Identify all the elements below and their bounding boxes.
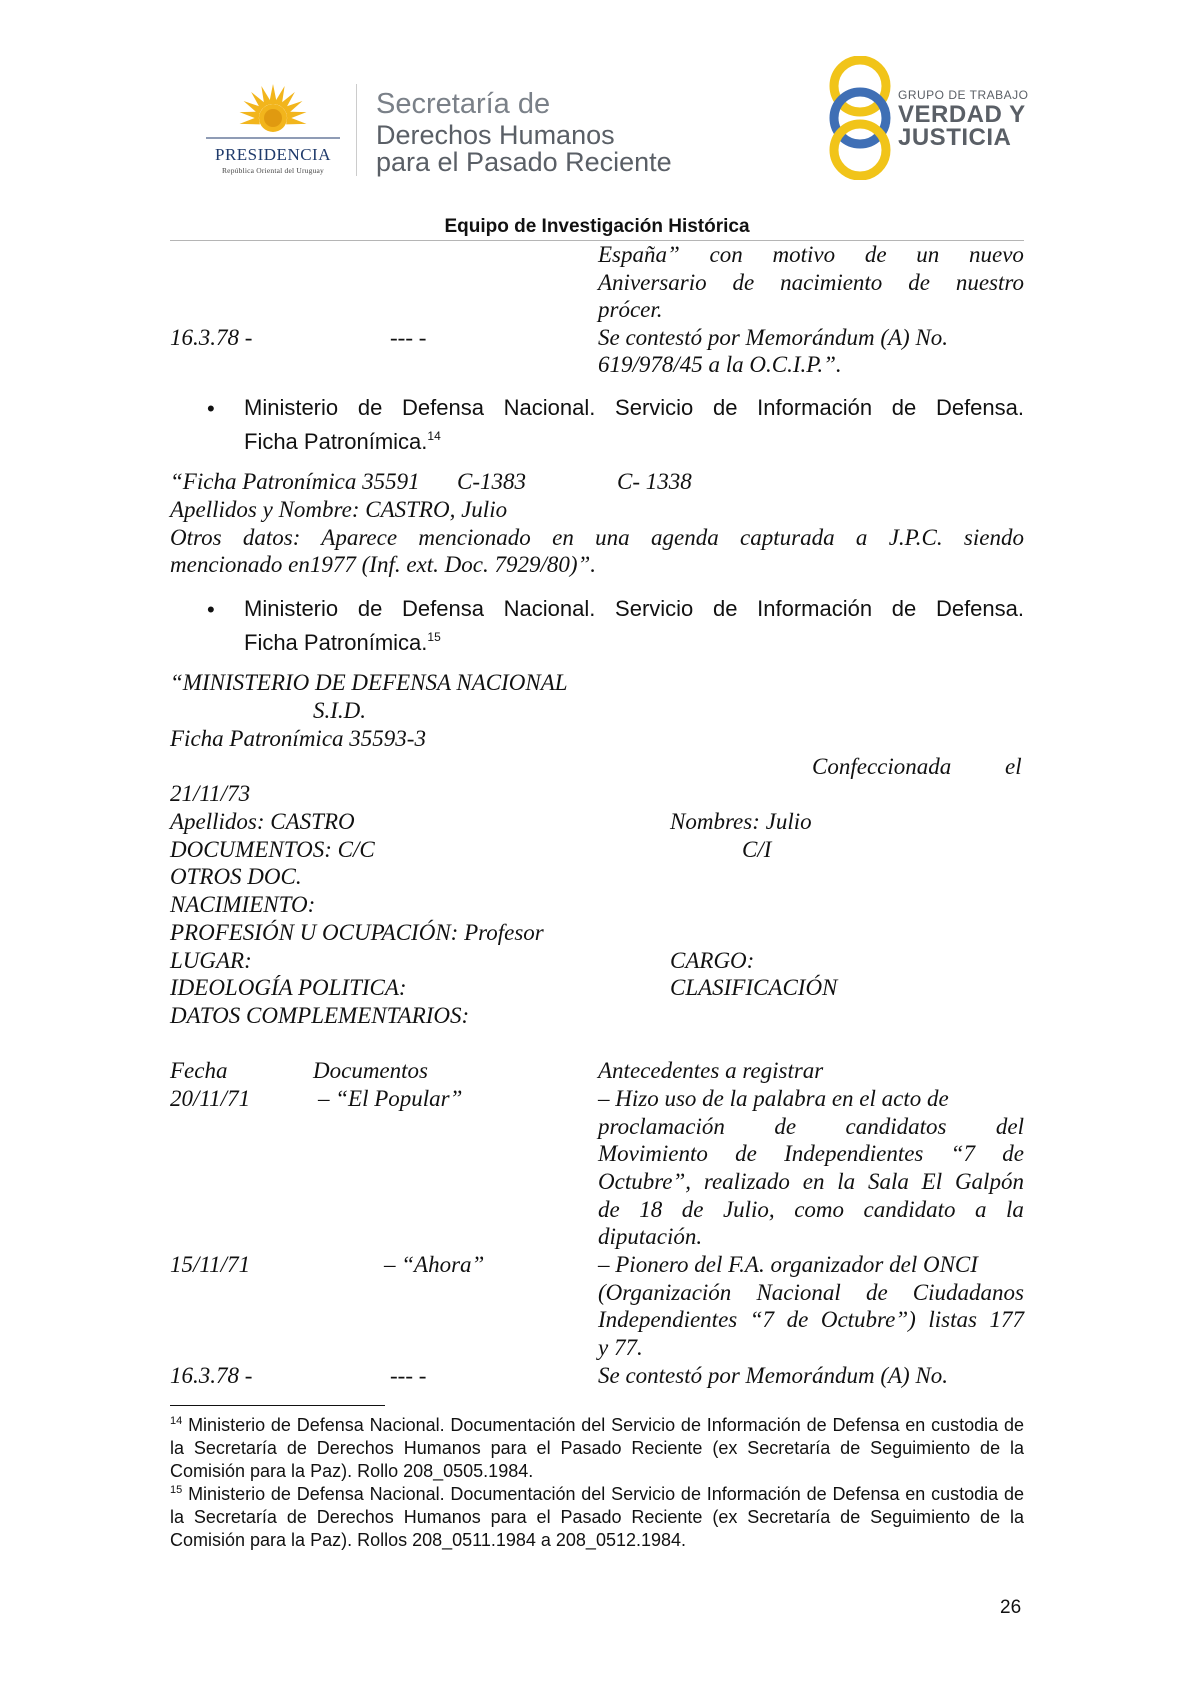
row1-line-3-word: Movimiento [598, 1141, 708, 1166]
footnote-15-number: 15 [170, 1484, 183, 1496]
row2-line-3-word: 177 [989, 1307, 1024, 1332]
ficha2-apellidos: Apellidos: CASTRO [170, 809, 355, 834]
row1-line-2-word: candidatos [845, 1114, 947, 1139]
row1-line-2-word: proclamación [598, 1114, 725, 1139]
col-antecedentes-header: Antecedentes a registrar [598, 1058, 824, 1083]
ficha2-nombres: Nombres: Julio [670, 809, 812, 834]
row1-line-2-word: de [774, 1114, 797, 1139]
presidencia-label: PRESIDENCIA [214, 145, 331, 164]
row1-line-4-word: Galpón [954, 1169, 1024, 1194]
top-entry-reply-2: 619/978/45 a la O.C.I.P.”. [598, 352, 842, 377]
row2-line-2 [598, 1280, 1024, 1306]
row2-doc: – “Ahora” [384, 1252, 485, 1277]
top-entry-line-2-word: de [908, 270, 930, 295]
ficha2-profesion: PROFESIÓN U OCUPACIÓN: Profesor [170, 920, 544, 945]
bullet-2-marker: • [207, 597, 215, 622]
bullet-1-line-2: Ficha Patronímica. [244, 429, 428, 454]
ficha2-lugar: LUGAR: [170, 948, 252, 973]
row1-line-4-word: en [802, 1169, 825, 1194]
top-entry-line-1-word: un [916, 242, 940, 267]
row1-line-5-word: de [598, 1197, 620, 1222]
top-entry-line-1-word: de [864, 242, 887, 267]
row2-line-3-word: listas [928, 1307, 977, 1332]
ficha2-ci: C/I [742, 837, 772, 862]
row2-line-3-word: “7 [749, 1307, 775, 1332]
row1-line-3-word: de [735, 1141, 757, 1166]
top-entry-line-1-word: España” [598, 242, 680, 267]
presidencia-sun-logo [198, 80, 348, 180]
bullet-2-line-1: Ministerio de Defensa Nacional. Servicio de Información de Defensa. [244, 596, 1024, 621]
row2-line-3 [598, 1307, 1024, 1333]
top-entry-line-1 [598, 242, 1024, 268]
top-entry-date: 16.3.78 - [170, 325, 253, 350]
bullet-1 [244, 394, 1024, 456]
row1-line-4-word: realizado [703, 1169, 790, 1194]
secretaria-line-1: Secretaría de [376, 88, 551, 120]
row1-line-5-word: 18 [639, 1197, 663, 1222]
team-title: Equipo de Investigación Histórica [444, 216, 750, 237]
ficha1-line-1c: C- 1338 [617, 469, 692, 494]
top-entry-line-2-word: de [732, 270, 755, 295]
row1-line-4-word: Octubre”, [598, 1169, 692, 1194]
ficha2-ideologia: IDEOLOGÍA POLITICA: [170, 975, 407, 1000]
top-entry-line-2 [598, 270, 1024, 296]
header-divider [356, 84, 357, 176]
ficha1-line-4: mencionado en1977 (Inf. ext. Doc. 7929/80)”. [170, 552, 597, 577]
row2-line-3-word: de [786, 1307, 809, 1332]
top-entry-line-2-word: nacimiento [780, 270, 883, 295]
ficha2-confeccionada: Confeccionada [812, 754, 952, 779]
ficha2-ficha: Ficha Patronímica 35593-3 [170, 726, 426, 751]
row1-line-6: diputación. [598, 1224, 703, 1249]
row2-line-4: y 77. [598, 1335, 643, 1360]
footnote-ref-15[interactable]: 15 [427, 630, 441, 644]
col-fecha-header: Fecha [170, 1058, 228, 1083]
ficha2-datos-comp: DATOS COMPLEMENTARIOS: [170, 1003, 470, 1028]
ficha2-documentos: DOCUMENTOS: C/C [170, 837, 375, 862]
verdad-justicia-rings-logo [820, 56, 900, 180]
row2-line-2-word: (Organización [598, 1280, 732, 1305]
vyj-line-1: GRUPO DE TRABAJO [898, 88, 1029, 102]
row2-fecha: 15/11/71 [170, 1252, 251, 1277]
ficha1-line-3: Otros datos: Aparece mencionado en una agenda capturada a J.P.C. siendo [170, 525, 1024, 550]
footnote-14 [170, 1410, 1024, 1483]
top-entry-doc: --- - [390, 325, 427, 350]
row1-line-3-word: Independientes [784, 1141, 924, 1166]
ficha1-line-1b: C-1383 [457, 469, 526, 494]
row1-line-5-word: a [975, 1197, 987, 1222]
row2-line-3-word: Independientes [598, 1307, 738, 1332]
top-entry-line-1-word: nuevo [969, 242, 1024, 267]
row1-line-5-word: la [1006, 1197, 1024, 1222]
ficha1-line-1a: “Ficha Patronímica 35591 [170, 469, 420, 494]
secretaria-line-2: Derechos Humanos [376, 120, 615, 150]
row3-doc: --- - [390, 1363, 427, 1388]
ficha2-clasificacion: CLASIFICACIÓN [670, 975, 838, 1000]
ficha2-nacimiento: NACIMIENTO: [170, 892, 316, 917]
row1-line-5 [598, 1197, 1024, 1223]
presidencia-sublabel: República Oriental del Uruguay [221, 166, 324, 175]
row2-line-2-word: Ciudadanos [912, 1280, 1024, 1305]
row2-line-2-word: Nacional [756, 1280, 841, 1305]
row1-line-3-word: “7 [950, 1141, 975, 1166]
row1-line-3 [598, 1141, 1024, 1167]
page-number: 26 [1000, 1597, 1022, 1618]
row1-line-4-word: El [921, 1169, 943, 1194]
row1-line-5-word: como [794, 1197, 845, 1222]
top-entry-line-1-word: con [709, 242, 743, 267]
row1-line-1: – Hizo uso de la palabra en el acto de [598, 1086, 949, 1111]
bullet-1-marker: • [207, 396, 215, 421]
bullet-2 [244, 595, 1024, 657]
footnote-15 [170, 1479, 1024, 1552]
ficha2-el: el [1005, 754, 1022, 779]
footnote-14-text: Ministerio de Defensa Nacional. Documentación del Servicio de Información de Defensa en custodia de la Secretaría de Derechos Humanos para el Pasado Reciente (ex Secretaría de Seguimiento de la Comisión para la Paz). Rollo 208_0505.1984. [170, 1415, 1024, 1481]
footnote-15-text: Ministerio de Defensa Nacional. Documentación del Servicio de Información de Defensa en custodia de la Secretaría de Derechos Humanos para el Pasado Reciente (ex Secretaría de Seguimiento de la Comisión para la Paz). Rollos 208_0511.1984 a 208_0512.1984. [170, 1484, 1024, 1550]
ficha2-cargo: CARGO: [670, 948, 755, 973]
bullet-1-line-1: Ministerio de Defensa Nacional. Servicio de Información de Defensa. [244, 395, 1024, 420]
row2-line-3-word: Octubre”) [820, 1307, 916, 1332]
row2-line-2-word: de [865, 1280, 888, 1305]
row3-line-1: Se contestó por Memorándum (A) No. [598, 1363, 949, 1388]
top-entry-reply-1: Se contestó por Memorándum (A) No. [598, 325, 949, 350]
row1-line-5-word: candidato [863, 1197, 956, 1222]
footnote-14-number: 14 [170, 1415, 183, 1427]
row1-fecha: 20/11/71 [170, 1086, 251, 1111]
ficha2-otros-doc: OTROS DOC. [170, 864, 302, 889]
row1-line-3-word: de [1002, 1141, 1024, 1166]
row1-line-2-word: del [995, 1114, 1024, 1139]
row3-fecha: 16.3.78 - [170, 1363, 253, 1388]
bullet-2-line-2: Ficha Patronímica. [244, 630, 428, 655]
row1-line-2 [598, 1114, 1024, 1140]
row1-line-4-word: la [837, 1169, 856, 1194]
vyj-line-2: VERDAD Y [898, 101, 1026, 128]
row1-line-4-word: Sala [867, 1169, 909, 1194]
ficha2-ministerio: “MINISTERIO DE DEFENSA NACIONAL [170, 670, 568, 695]
row2-line-1: – Pionero del F.A. organizador del ONCI [598, 1252, 978, 1277]
row1-line-5-word: Julio, [722, 1197, 775, 1222]
top-entry-line-3: prócer. [598, 297, 663, 322]
header-rule [170, 240, 1024, 241]
top-entry-line-2-word: Aniversario [598, 270, 707, 295]
top-entry-line-1-word: motivo [772, 242, 836, 267]
ficha2-sid: S.I.D. [313, 698, 367, 723]
row1-doc: – “El Popular” [318, 1086, 463, 1111]
ficha2-fecha-conf: 21/11/73 [170, 781, 251, 806]
vyj-line-3: JUSTICIA [898, 124, 1012, 151]
ficha1-line-2: Apellidos y Nombre: CASTRO, Julio [170, 497, 508, 522]
top-entry-line-2-word: nuestro [955, 270, 1024, 295]
footnote-rule [170, 1405, 385, 1406]
secretaria-line-3: para el Pasado Reciente [376, 147, 672, 177]
footnote-ref-14[interactable]: 14 [427, 429, 441, 443]
row1-line-5-word: de [681, 1197, 704, 1222]
row1-line-4 [598, 1169, 1024, 1195]
col-documentos-header: Documentos [313, 1058, 428, 1083]
